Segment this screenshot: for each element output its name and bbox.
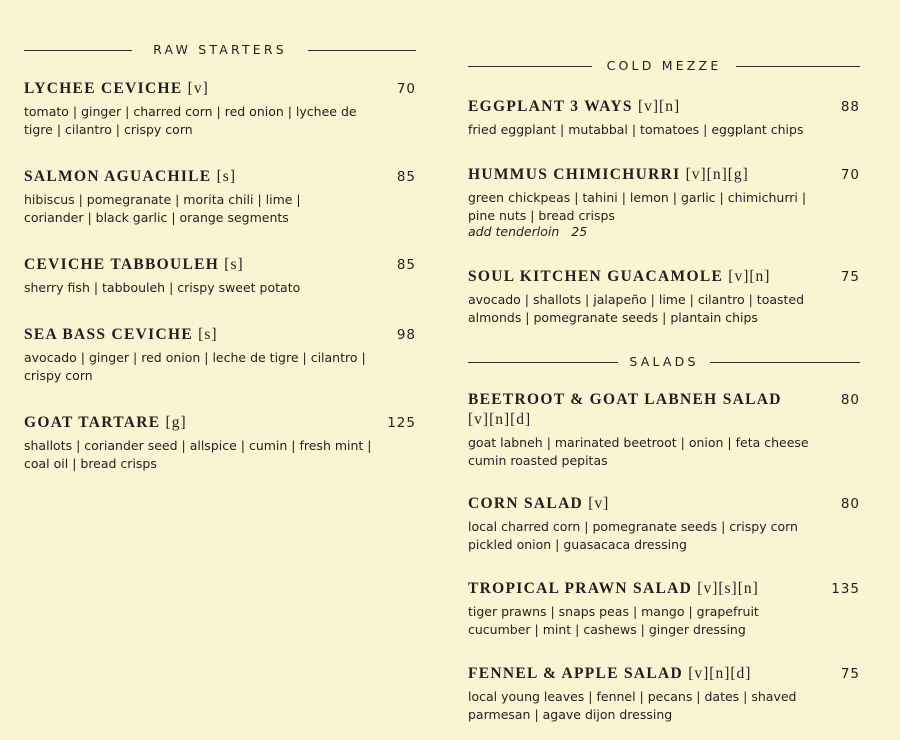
item-name: TROPICAL PRAWN SALAD	[468, 580, 693, 597]
item-price: 135	[831, 581, 860, 597]
menu-item	[468, 390, 860, 469]
item-description: avocado | shallots | jalapeño | lime | cilantro | toasted almonds | pomegranate seeds | plantain chips	[468, 292, 805, 325]
item-addon	[468, 224, 860, 240]
item-tags: [v][n][g]	[685, 166, 749, 183]
section-cold-mezze	[468, 56, 860, 76]
section-header	[468, 56, 860, 76]
item-description: avocado | ginger | red onion | leche de tigre | cilantro | crispy corn	[24, 350, 366, 383]
section-raw-starters	[24, 40, 416, 60]
item-price: 80	[840, 496, 860, 512]
addon-label: add tenderloin	[468, 224, 560, 239]
section-header	[468, 352, 860, 372]
section-salads	[468, 352, 860, 372]
menu-item	[24, 255, 416, 297]
menu-item	[468, 494, 860, 553]
item-tags: [v][n]	[728, 268, 771, 285]
item-description: shallots | coriander seed | allspice | cumin | fresh mint | coal oil | bread crisps	[24, 438, 372, 471]
item-tags: [v][n][d]	[688, 665, 752, 682]
item-price: 70	[840, 167, 860, 183]
item-price: 75	[840, 269, 860, 285]
item-name: SOUL KITCHEN GUACAMOLE	[468, 268, 724, 285]
menu-item	[24, 167, 416, 226]
item-tags: [s]	[198, 326, 218, 343]
menu-item	[468, 579, 860, 638]
item-description: green chickpeas | tahini | lemon | garlic | chimichurri | pine nuts | bread crisps	[468, 190, 807, 223]
item-name: LYCHEE CEVICHE	[24, 80, 183, 97]
section-header	[24, 40, 416, 60]
item-name: SALMON AGUACHILE	[24, 168, 212, 185]
item-description: sherry fish | tabbouleh | crispy sweet potato	[24, 280, 301, 295]
item-name: BEETROOT & GOAT LABNEH SALAD	[468, 391, 782, 408]
item-price: 85	[396, 257, 416, 273]
item-tags: [v][s][n]	[697, 580, 759, 597]
item-price: 125	[387, 415, 416, 431]
menu-item	[24, 413, 416, 472]
item-tags: [s]	[216, 168, 236, 185]
addon-price: 25	[571, 224, 588, 239]
item-tags: [v]	[187, 80, 209, 97]
item-name: FENNEL & APPLE SALAD	[468, 665, 684, 682]
menu-item	[468, 97, 860, 139]
item-price: 88	[840, 99, 860, 115]
menu-item	[468, 267, 860, 326]
item-description: hibiscus | pomegranate | morita chili | lime | coriander | black garlic | orange segments	[24, 192, 301, 225]
divider-line	[308, 50, 416, 51]
item-description: fried eggplant | mutabbal | tomatoes | eggplant chips	[468, 122, 804, 137]
item-tags: [s]	[224, 256, 244, 273]
item-price: 85	[396, 169, 416, 185]
item-name: HUMMUS CHIMICHURRI	[468, 166, 681, 183]
item-name: CORN SALAD	[468, 495, 584, 512]
item-price: 98	[396, 327, 416, 343]
item-tags: [v][n][d]	[468, 411, 532, 428]
menu-item	[24, 79, 416, 138]
item-name: CEVICHE TABBOULEH	[24, 256, 220, 273]
section-title: COLD MEZZE	[606, 58, 722, 73]
item-tags: [g]	[165, 414, 187, 431]
item-description: tomato | ginger | charred corn | red onion | lychee de tigre | cilantro | crispy corn	[24, 104, 357, 137]
item-price: 80	[840, 392, 860, 408]
item-tags: [v]	[588, 495, 610, 512]
menu-item	[468, 165, 860, 240]
item-name: GOAT TARTARE	[24, 414, 161, 431]
item-description: local charred corn | pomegranate seeds | crispy corn pickled onion | guasacaca dressing	[468, 519, 798, 552]
item-description: local young leaves | fennel | pecans | dates | shaved parmesan | agave dijon dressing	[468, 689, 797, 722]
section-title: RAW STARTERS	[153, 42, 287, 57]
menu-item	[24, 325, 416, 384]
menu-item	[468, 664, 860, 723]
item-price: 70	[396, 81, 416, 97]
divider-line	[710, 362, 860, 363]
item-name: SEA BASS CEVICHE	[24, 326, 193, 343]
item-tags: [v][n]	[637, 98, 681, 115]
item-description: goat labneh | marinated beetroot | onion | feta cheese cumin roasted pepitas	[468, 435, 809, 468]
section-title: SALADS	[629, 354, 699, 369]
item-price: 75	[840, 666, 860, 682]
item-description: tiger prawns | snaps peas | mango | grapefruit cucumber | mint | cashews | ginger dressing	[468, 604, 759, 637]
item-name: EGGPLANT 3 WAYS	[468, 98, 633, 115]
divider-line	[736, 66, 860, 67]
